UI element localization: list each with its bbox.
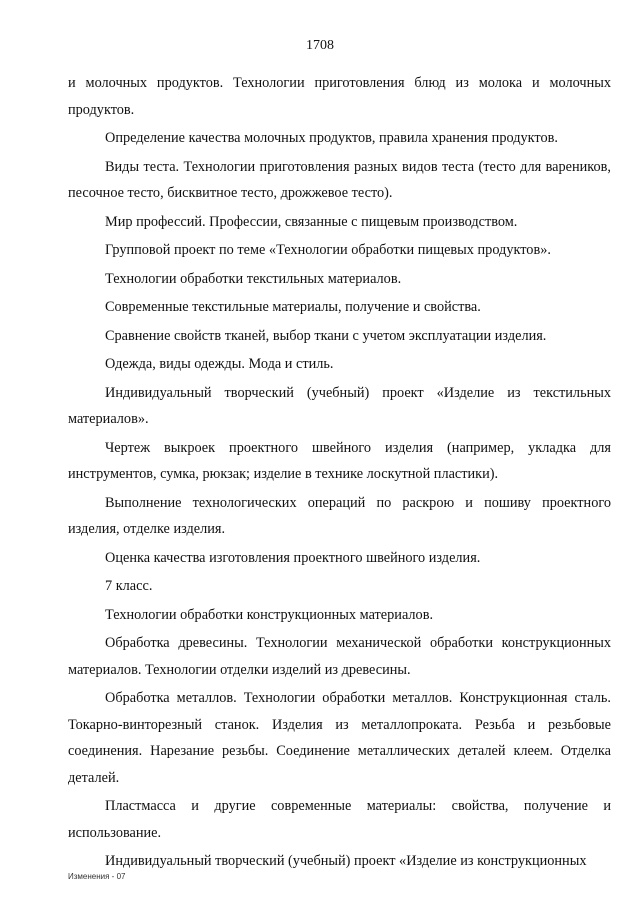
paragraph: Групповой проект по теме «Технологии обработки пищевых продуктов».: [105, 242, 551, 258]
paragraph: Обработка металлов. Технологии обработки металлов. Конструкционная сталь. Токарно-винторезный станок. Изделия из металлопроката. Резьба и резьбовые соединения. Нарезание резьбы. Соединение металлических деталей клеем. Отделка деталей.: [68, 690, 611, 786]
paragraph: Чертеж выкроек проектного швейного изделия (например, укладка для инструментов, сумка, рюкзак; изделие в технике лоскутной пластики).: [68, 439, 611, 482]
paragraph: Технологии обработки конструкционных материалов.: [105, 606, 434, 623]
paragraph: Индивидуальный творческий (учебный) проект «Изделие из конструкционных: [105, 853, 587, 869]
paragraph: 7 класс.: [105, 578, 153, 594]
paragraph: Мир профессий. Профессии, связанные с пищевым производством.: [105, 213, 518, 230]
paragraph: Оценка качества изготовления проектного швейного изделия.: [105, 549, 481, 566]
paragraph: Индивидуальный творческий (учебный) проект «Изделие из текстильных материалов».: [68, 384, 611, 427]
paragraph: Одежда, виды одежды. Мода и стиль.: [105, 356, 334, 372]
paragraph: Определение качества молочных продуктов, правила хранения продуктов.: [105, 130, 558, 146]
paragraph: Технологии обработки текстильных материалов.: [105, 270, 402, 287]
paragraph: Виды теста. Технологии приготовления разных видов теста (тесто для вареников, песочное тесто, бисквитное тесто, дрожжевое тесто).: [68, 158, 611, 201]
paragraph: Современные текстильные материалы, получение и свойства.: [105, 299, 481, 315]
paragraph: Сравнение свойств тканей, выбор ткани с учетом эксплуатации изделия.: [105, 327, 547, 344]
paragraph: и молочных продуктов. Технологии приготовления блюд из молока и молочных продуктов.: [68, 75, 611, 118]
paragraph: Выполнение технологических операций по раскрою и пошиву проектного изделия, отделке изделия.: [68, 494, 611, 537]
page-number: 1708: [306, 38, 334, 53]
footer-note: Изменения - 07: [68, 872, 126, 881]
document-body: [68, 70, 611, 877]
paragraph: Пластмасса и другие современные материалы: свойства, получение и использование.: [68, 798, 611, 841]
paragraph: Обработка древесины. Технологии механической обработки конструкционных материалов. Технологии отделки изделий из древесины.: [68, 635, 611, 678]
